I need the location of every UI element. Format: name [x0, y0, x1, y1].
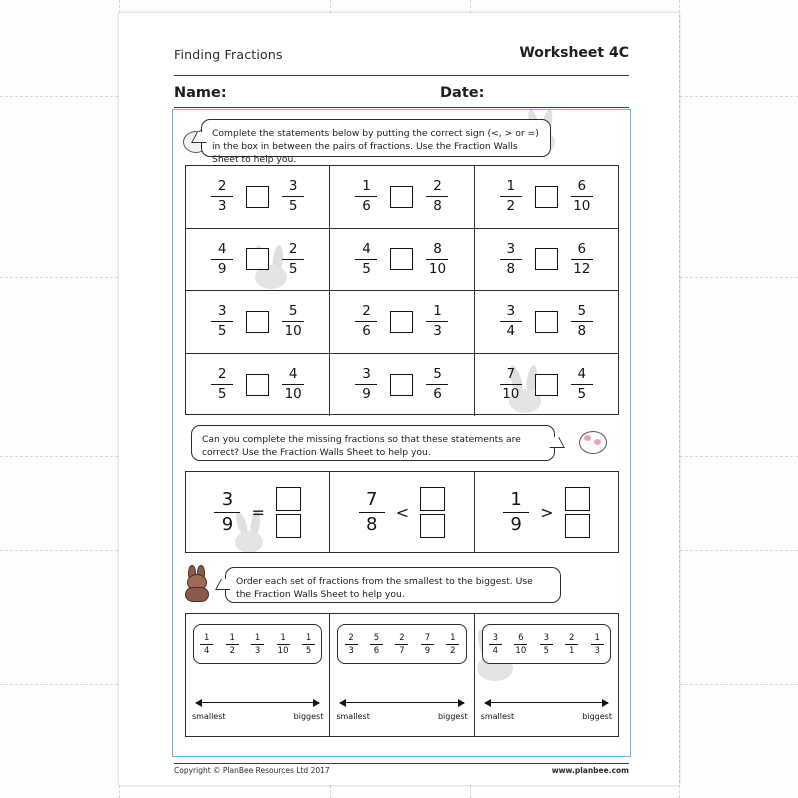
- numerator: 7: [424, 632, 431, 643]
- fraction-left: [500, 367, 522, 402]
- denominator: 7: [399, 645, 405, 656]
- denominator: 5: [305, 645, 312, 656]
- instruction-text-1: Complete the statements below by putting the correct sign (<, > or =) in the box in between the pairs of fractions. Use the Fraction Walls Sheet to help you.: [212, 128, 539, 165]
- numerator: 1: [305, 632, 312, 643]
- fraction-item: [395, 633, 408, 656]
- copyright-text: Copyright © PlanBee Resources Ltd 2017: [174, 766, 330, 775]
- fraction-left: [355, 242, 377, 277]
- fraction-item: [421, 633, 434, 656]
- fraction-left: [500, 242, 522, 277]
- numerator: 2: [288, 240, 298, 257]
- denominator: 1: [569, 645, 575, 656]
- operator-symbol: <: [395, 502, 410, 522]
- answer-box[interactable]: [535, 248, 558, 270]
- fraction-item: [446, 633, 459, 656]
- numerator: 2: [399, 632, 405, 643]
- denominator: 9: [217, 260, 227, 277]
- answer-box-denominator[interactable]: [565, 514, 590, 538]
- biggest-label: biggest: [582, 712, 612, 721]
- order-arrow-line: [485, 702, 608, 703]
- denominator: 10: [502, 386, 520, 403]
- fraction-right: [282, 179, 304, 214]
- denominator: 5: [288, 198, 298, 215]
- denominator: 3: [594, 645, 600, 656]
- denominator: 3: [254, 645, 261, 656]
- numerator: 5: [577, 303, 587, 320]
- denominator: 5: [288, 260, 298, 277]
- comparison-cell: [330, 229, 474, 291]
- numerator: 3: [506, 303, 516, 320]
- numerator: 7: [506, 366, 516, 383]
- fraction-right: [426, 179, 448, 214]
- comparison-cell: [186, 291, 330, 353]
- fraction-item: [370, 633, 383, 656]
- fraction-bar: [571, 321, 593, 322]
- denominator: 5: [577, 386, 587, 403]
- numerator: 1: [450, 632, 456, 643]
- ordering-cell: [475, 614, 618, 736]
- numerator: 7: [366, 488, 378, 510]
- comparison-cell: [330, 354, 474, 417]
- fraction-bar: [571, 259, 593, 260]
- fraction-left: [211, 304, 233, 339]
- answer-box-denominator[interactable]: [276, 514, 301, 538]
- numerator: 1: [280, 632, 286, 643]
- numerator: 8: [433, 240, 442, 257]
- numerator: 1: [433, 303, 442, 320]
- fraction-bar: [211, 196, 233, 197]
- fraction-bar: [251, 644, 264, 645]
- fraction-bar: [503, 512, 529, 513]
- fraction-bar: [591, 644, 604, 645]
- fraction-answer-boxes: [565, 487, 590, 538]
- missing-fraction-grid: [185, 471, 619, 553]
- ordering-grid: [185, 613, 619, 737]
- smallest-label: smallest: [480, 712, 515, 721]
- fraction-left: [355, 304, 377, 339]
- biggest-label: biggest: [437, 712, 468, 721]
- denominator: 3: [217, 198, 227, 215]
- denominator: 2: [229, 645, 235, 656]
- denominator: 8: [366, 513, 378, 535]
- fraction-item: [565, 633, 578, 656]
- fraction-right: [571, 242, 593, 277]
- website-link[interactable]: www.planbee.com: [551, 766, 629, 775]
- fraction-item: [540, 633, 553, 656]
- answer-box-denominator[interactable]: [420, 514, 445, 538]
- denominator: 10: [515, 645, 527, 656]
- fraction-bar: [355, 384, 377, 385]
- comparison-cell: [330, 166, 474, 228]
- denominator: 9: [221, 513, 234, 535]
- denominator: 12: [573, 260, 591, 277]
- denominator: 8: [577, 323, 587, 340]
- cow-character-icon: [577, 425, 607, 455]
- fraction-right: [282, 304, 304, 339]
- fraction-right: [426, 304, 448, 339]
- fraction-bar: [211, 259, 233, 260]
- order-arrow-line: [340, 702, 463, 703]
- instruction-text-2: Can you complete the missing fractions so that these statements are correct? Use the Fraction Walls Sheet to help you.: [202, 434, 521, 458]
- fraction-set-strip: [337, 624, 466, 664]
- worksheet-label: Worksheet 4C: [519, 45, 629, 61]
- fraction-bar: [540, 644, 553, 645]
- numerator: 4: [288, 366, 298, 383]
- fraction-item: [345, 633, 358, 656]
- donkey-character-icon: [179, 565, 213, 601]
- fraction-bar: [355, 321, 377, 322]
- fraction-bar: [302, 644, 315, 645]
- fraction-left: [355, 179, 377, 214]
- fraction-bar: [571, 384, 593, 385]
- fraction-bar: [395, 644, 408, 645]
- smallest-label: smallest: [336, 712, 370, 721]
- fraction-bar: [282, 259, 304, 260]
- fraction-bar: [489, 644, 502, 645]
- fraction-bar: [500, 259, 522, 260]
- fraction-bar: [211, 384, 233, 385]
- ordering-cell: [186, 614, 330, 736]
- answer-box-numerator[interactable]: [420, 487, 445, 511]
- fraction-right: [571, 304, 593, 339]
- numerator: 6: [577, 178, 587, 195]
- instruction-text-3: Order each set of fractions from the smallest to the biggest. Use the Fraction Walls Sheet to help you.: [236, 576, 533, 600]
- fraction-left: [503, 490, 529, 535]
- fraction-item: [251, 633, 264, 656]
- order-arrow-line: [196, 702, 319, 703]
- comparison-grid: [185, 165, 619, 415]
- answer-box[interactable]: [535, 186, 558, 208]
- denominator: 9: [362, 386, 371, 403]
- fraction-bar: [282, 196, 304, 197]
- fraction-bar: [277, 644, 290, 645]
- fraction-left: [211, 179, 233, 214]
- fraction-left: [359, 490, 385, 535]
- fraction-bar: [500, 384, 522, 385]
- smallest-label: smallest: [192, 712, 226, 721]
- fraction-bar: [426, 384, 448, 385]
- answer-box[interactable]: [390, 311, 413, 333]
- fraction-right: [426, 242, 448, 277]
- page-title: Finding Fractions: [174, 47, 283, 62]
- denominator: 5: [362, 260, 371, 277]
- fraction-item: [591, 633, 604, 656]
- numerator: 2: [217, 178, 227, 195]
- comparison-cell: [475, 291, 618, 353]
- numerator: 3: [221, 488, 234, 510]
- fraction-bar: [370, 644, 383, 645]
- fraction-bar: [571, 196, 593, 197]
- fraction-right: [571, 179, 593, 214]
- missing-fraction-cell: [330, 472, 474, 552]
- denominator: 3: [348, 645, 354, 656]
- answer-box[interactable]: [390, 248, 413, 270]
- denominator: 6: [362, 198, 371, 215]
- instruction-bubble-2: [191, 425, 555, 461]
- fraction-right: [426, 367, 448, 402]
- fraction-bar: [500, 196, 522, 197]
- denominator: 10: [573, 198, 591, 215]
- numerator: 3: [362, 366, 371, 383]
- answer-box[interactable]: [246, 248, 269, 270]
- fraction-bar: [282, 384, 304, 385]
- missing-fraction-cell: [475, 472, 618, 552]
- answer-box-numerator[interactable]: [565, 487, 590, 511]
- answer-box[interactable]: [246, 186, 269, 208]
- numerator: 2: [362, 303, 371, 320]
- comparison-cell: [330, 291, 474, 353]
- numerator: 3: [506, 240, 516, 257]
- operator-symbol: =: [251, 502, 265, 522]
- fraction-bar: [345, 644, 358, 645]
- fraction-right: [282, 242, 304, 277]
- fraction-left: [211, 242, 233, 277]
- denominator: 6: [362, 323, 371, 340]
- numerator: 3: [492, 632, 499, 643]
- table-row: [186, 291, 618, 354]
- answer-box[interactable]: [390, 186, 413, 208]
- answer-box[interactable]: [535, 374, 558, 396]
- fraction-item: [277, 633, 290, 656]
- fraction-bar: [565, 644, 578, 645]
- table-row: [186, 166, 618, 229]
- numerator: 6: [577, 240, 587, 257]
- numerator: 2: [348, 632, 354, 643]
- answer-box[interactable]: [535, 311, 558, 333]
- instruction-bubble-3: [225, 567, 561, 603]
- denominator: 9: [510, 513, 522, 535]
- numerator: 4: [217, 240, 227, 257]
- fraction-bar: [426, 259, 448, 260]
- denominator: 6: [433, 386, 442, 403]
- fraction-bar: [500, 321, 522, 322]
- answer-box[interactable]: [246, 311, 269, 333]
- fraction-bar: [514, 644, 527, 645]
- denominator: 2: [450, 645, 456, 656]
- table-row: [186, 229, 618, 292]
- answer-box[interactable]: [390, 374, 413, 396]
- instruction-bubble-1: [201, 119, 551, 165]
- denominator: 5: [217, 323, 227, 340]
- numerator: 3: [217, 303, 227, 320]
- fraction-item: [226, 633, 239, 656]
- fraction-set-strip: [193, 624, 322, 664]
- numerator: 1: [510, 488, 522, 510]
- fraction-bar: [200, 644, 213, 645]
- fraction-set-strip: [482, 624, 611, 664]
- fraction-bar: [355, 196, 377, 197]
- denominator: 10: [428, 260, 447, 277]
- fraction-right: [282, 367, 304, 402]
- comparison-cell: [475, 354, 618, 417]
- comparison-cell: [186, 229, 330, 291]
- fraction-answer-boxes: [276, 487, 301, 538]
- fraction-answer-boxes: [420, 487, 445, 538]
- worksheet-sheet: [119, 13, 679, 785]
- comparison-cell: [475, 166, 618, 228]
- fraction-bar: [226, 644, 239, 645]
- numerator: 2: [569, 632, 575, 643]
- fraction-bar: [421, 644, 434, 645]
- denominator: 8: [506, 260, 516, 277]
- fraction-left: [355, 367, 377, 402]
- date-label: Date:: [440, 85, 485, 101]
- denominator: 2: [506, 198, 516, 215]
- fraction-bar: [426, 321, 448, 322]
- fraction-left: [500, 179, 522, 214]
- background-dash-line: [679, 0, 680, 798]
- fraction-bar: [211, 321, 233, 322]
- fraction-bar: [426, 196, 448, 197]
- numerator: 1: [204, 632, 210, 643]
- table-row: [186, 354, 618, 417]
- numerator: 1: [362, 178, 371, 195]
- denominator: 8: [433, 198, 442, 215]
- fraction-item: [489, 633, 502, 656]
- fraction-item: [514, 633, 527, 656]
- denominator: 9: [424, 645, 431, 656]
- denominator: 10: [284, 386, 302, 403]
- fraction-bar: [282, 321, 304, 322]
- numerator: 1: [254, 632, 261, 643]
- numerator: 1: [229, 632, 235, 643]
- numerator: 5: [288, 303, 298, 320]
- fraction-left: [500, 304, 522, 339]
- worksheet-header: [174, 45, 629, 76]
- fraction-right: [571, 367, 593, 402]
- numerator: 4: [577, 366, 587, 383]
- numerator: 6: [518, 632, 524, 643]
- denominator: 6: [373, 645, 380, 656]
- numerator: 3: [543, 632, 549, 643]
- denominator: 3: [433, 323, 442, 340]
- numerator: 2: [217, 366, 227, 383]
- comparison-cell: [186, 354, 330, 417]
- numerator: 5: [373, 632, 380, 643]
- numerator: 4: [362, 240, 371, 257]
- denominator: 5: [543, 645, 549, 656]
- fraction-bar: [355, 259, 377, 260]
- fraction-bar: [214, 512, 240, 513]
- name-date-row: [174, 85, 629, 108]
- numerator: 2: [433, 178, 442, 195]
- denominator: 10: [284, 323, 302, 340]
- fraction-left: [211, 367, 233, 402]
- denominator: 10: [277, 645, 289, 656]
- biggest-label: biggest: [293, 712, 324, 721]
- comparison-cell: [186, 166, 330, 228]
- fraction-item: [302, 633, 315, 656]
- denominator: 4: [204, 645, 210, 656]
- fraction-bar: [359, 512, 385, 513]
- denominator: 4: [506, 323, 516, 340]
- fraction-left: [214, 490, 240, 535]
- name-label: Name:: [174, 85, 227, 101]
- comparison-cell: [475, 229, 618, 291]
- worksheet-footer: [174, 763, 629, 778]
- numerator: 1: [594, 632, 600, 643]
- numerator: 5: [433, 366, 442, 383]
- answer-box[interactable]: [246, 374, 269, 396]
- denominator: 4: [492, 645, 499, 656]
- numerator: 3: [288, 178, 298, 195]
- answer-box-numerator[interactable]: [276, 487, 301, 511]
- fraction-bar: [446, 644, 459, 645]
- numerator: 1: [506, 178, 516, 195]
- fraction-item: [200, 633, 213, 656]
- operator-symbol: >: [540, 502, 554, 522]
- ordering-cell: [330, 614, 474, 736]
- missing-fraction-cell: [186, 472, 330, 552]
- denominator: 5: [217, 386, 227, 403]
